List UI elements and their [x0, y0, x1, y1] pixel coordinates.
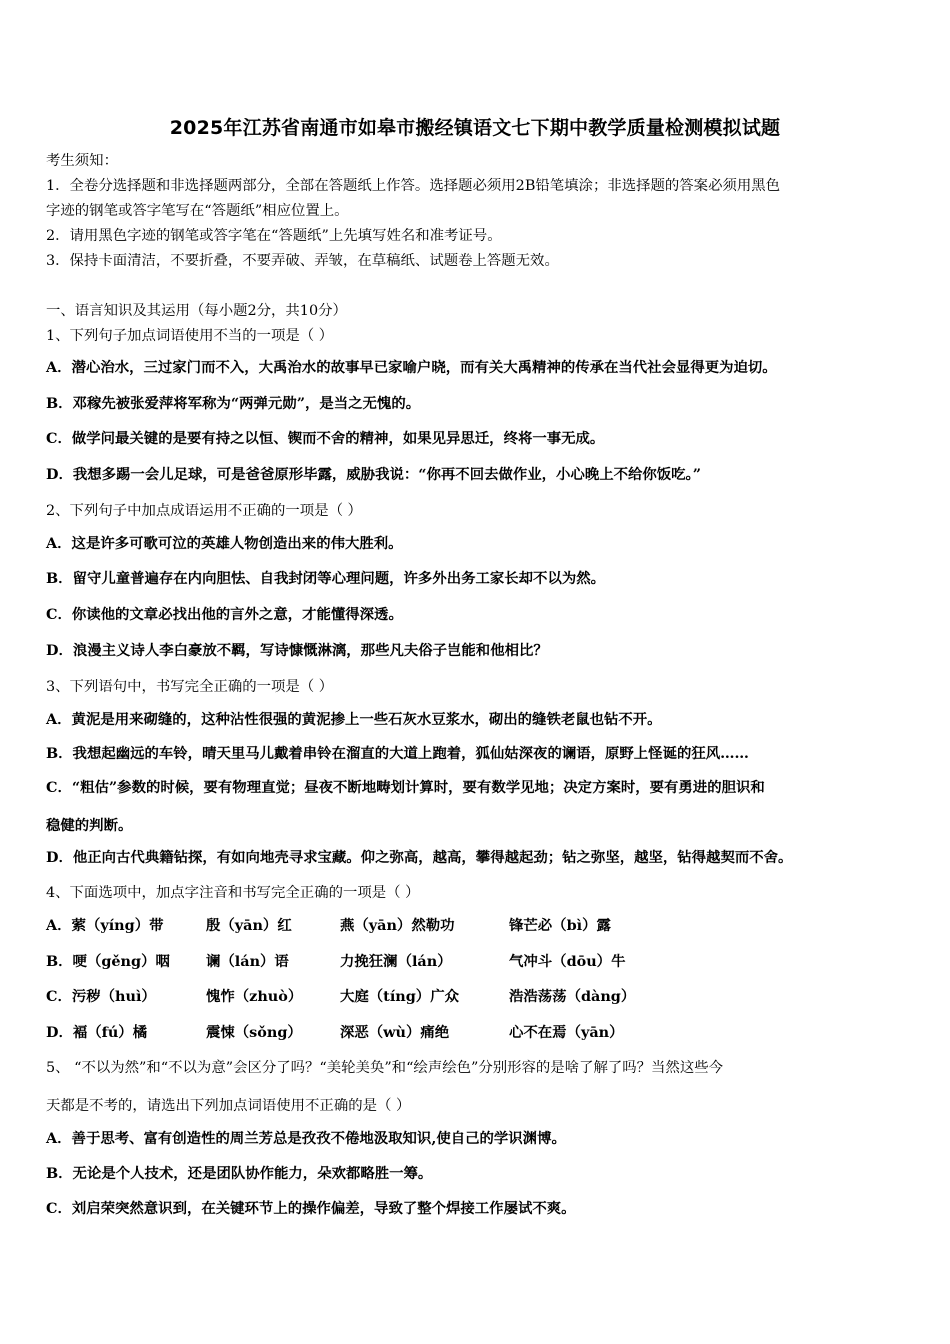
section-heading: 一、语言知识及其运用（每小题2分，共10分） — [46, 303, 347, 319]
option-cell: B．哽（gěng）咽 — [46, 953, 170, 970]
question-3-option-a: A．黄泥是用来砌缝的，这种沾性很强的黄泥掺上一些石灰水豆浆水，砌出的缝铁老鼠也钻不开。 — [46, 711, 662, 728]
question-2-option-b: B．留守儿童普遍存在内向胆怯、自我封闭等心理问题，许多外出务工家长却不以为然。 — [46, 570, 606, 587]
question-2-option-a: A．这是许多可歌可泣的英雄人物创造出来的伟大胜利。 — [46, 535, 403, 552]
option-cell: 愧怍（zhuò） — [206, 988, 303, 1005]
option-cell: 殷（yān）红 — [206, 917, 292, 934]
notice-item: 1．全卷分选择题和非选择题两部分，全部在答题纸上作答。选择题必须用2B铅笔填涂；非选择题的答案必须用黑色 — [46, 178, 781, 194]
question-2-option-d: D．浪漫主义诗人李白豪放不羁，写诗慷慨淋漓，那些凡夫俗子岂能和他相比？ — [46, 642, 548, 659]
notice-item: 2．请用黑色字迹的钢笔或答字笔在“答题纸”上先填写姓名和准考证号。 — [46, 228, 502, 244]
question-3-stem: 3、下列语句中，书写完全正确的一项是（ ） — [46, 679, 334, 695]
question-3-option-c-continued: 稳健的判断。 — [46, 817, 133, 834]
question-5-stem: 5、 “不以为然”和“不以为意”会区分了吗？“美轮美奂”和“绘声绘色”分别形容的是啥了解了吗？当然这些今 — [46, 1060, 723, 1076]
question-2-stem: 2、下列句子中加点成语运用不正确的一项是（ ） — [46, 503, 362, 519]
question-1-option-d: D．我想多踢一会儿足球，可是爸爸原形毕露，威胁我说：“你再不回去做作业，小心晚上不给你饭吃。” — [46, 466, 702, 483]
question-3-option-b: B．我想起幽远的车铃，晴天里马儿戴着串铃在溜直的大道上跑着，狐仙姑深夜的谰语，原野上怪诞的狂风…… — [46, 745, 749, 762]
question-1-option-b: B．邓稼先被张爱萍将军称为“两弹元勋”，是当之无愧的。 — [46, 395, 421, 412]
option-cell: 气冲斗（dōu）牛 — [509, 953, 626, 970]
option-cell: 心不在焉（yān） — [509, 1024, 624, 1041]
question-1-stem: 1、下列句子加点词语使用不当的一项是（ ） — [46, 328, 334, 344]
notice-heading: 考生须知： — [46, 153, 118, 169]
page-title: 2025年江苏省南通市如皋市搬经镇语文七下期中教学质量检测模拟试题 — [169, 117, 781, 139]
option-cell: 深恶（wù）痛绝 — [340, 1024, 450, 1041]
question-5-option-c: C．刘启荣突然意识到，在关键环节上的操作偏差，导致了整个焊接工作屡试不爽。 — [46, 1200, 576, 1217]
notice-item: 字迹的钢笔或答字笔写在“答题纸”相应位置上。 — [46, 203, 349, 219]
option-cell: D．褔（fú）橘 — [46, 1024, 148, 1041]
question-3-option-d: D．他正向古代典籍钻探，有如向地壳寻求宝藏。仰之弥高，越高，攀得越起劲；钻之弥坚，越坚，钻得越契而不舍。 — [46, 849, 793, 866]
option-cell: 浩浩荡荡（dàng） — [509, 988, 636, 1005]
option-cell: 力挽狂澜（lán） — [340, 953, 452, 970]
option-cell: 谰（lán）语 — [206, 953, 289, 970]
option-cell: C．污秽（huì） — [46, 988, 156, 1005]
option-cell: 锋芒必（bì）露 — [509, 917, 611, 934]
question-3-option-c: C．“粗估”参数的时候，要有物理直觉；昼夜不断地畴划计算时，要有数学见地；决定方案时，要有勇进的胆识和 — [46, 779, 765, 796]
question-1-option-c: C．做学问最关键的是要有持之以恒、锲而不舍的精神，如果见异思迁，终将一事无成。 — [46, 430, 605, 447]
option-cell: A．萦（yíng）带 — [46, 917, 164, 934]
question-5-stem-continued: 天都是不考的，请选出下列加点词语使用不正确的是（ ） — [46, 1098, 411, 1114]
question-4-stem: 4、下面选项中，加点字注音和书写完全正确的一项是（ ） — [46, 885, 420, 901]
question-2-option-c: C．你读他的文章必找出他的言外之意，才能懂得深透。 — [46, 606, 403, 623]
notice-item: 3．保持卡面清洁，不要折叠，不要弄破、弄皱，在草稿纸、试题卷上答题无效。 — [46, 253, 559, 269]
option-cell: 燕（yān）然勒功 — [340, 917, 455, 934]
question-5-option-a: A．善于思考、富有创造性的周兰芳总是孜孜不倦地汲取知识,使自己的学识渊博。 — [46, 1130, 566, 1147]
option-cell: 大庭（tíng）广众 — [340, 988, 459, 1005]
option-cell: 震悚（sǒng） — [206, 1024, 302, 1041]
question-5-option-b: B．无论是个人技术，还是团队协作能力，朵欢都略胜一筹。 — [46, 1165, 433, 1182]
question-1-option-a: A．潜心治水，三过家门而不入，大禹治水的故事早已家喻户晓，而有关大禹精神的传承在当代社会显得更为迫切。 — [46, 359, 777, 376]
